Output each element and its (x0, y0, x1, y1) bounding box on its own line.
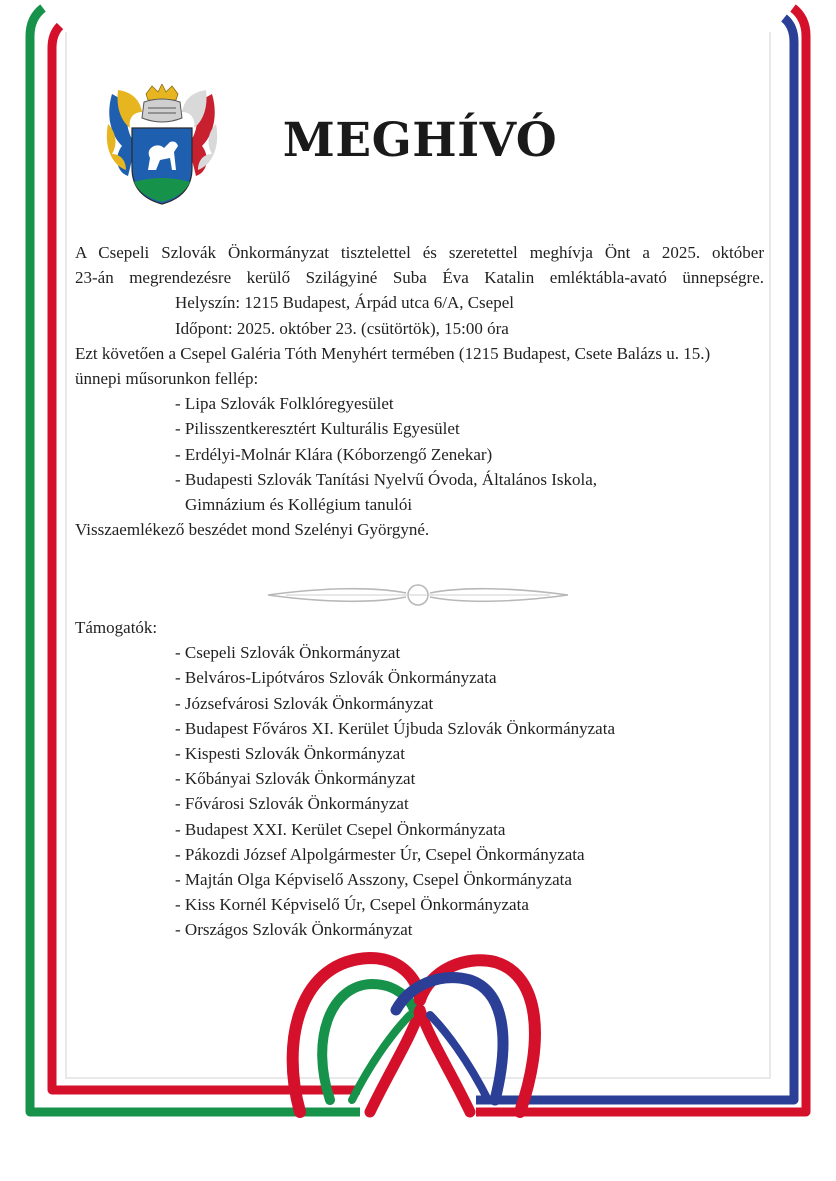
performers-list (75, 391, 764, 517)
list-item: Gimnázium és Kollégium tanulói (185, 495, 413, 515)
list-item: - Belváros-Lipótváros Szlovák Önkormányzata (175, 668, 497, 688)
list-item: - Országos Szlovák Önkormányzat (175, 920, 413, 940)
ornament-divider-icon (266, 581, 570, 609)
list-item: - Kőbányai Szlovák Önkormányzat (175, 769, 416, 789)
list-item: - Budapest XXI. Kerület Csepel Önkormányzata (175, 819, 506, 839)
speech-line: Visszaemlékező beszédet mond Szelényi Györgyné. (75, 520, 430, 540)
list-item: - Csepeli Szlovák Önkormányzat (175, 643, 401, 663)
list-item: - Erdélyi-Molnár Klára (Kóborzengő Zenekar) (175, 444, 493, 464)
list-item: - Majtán Olga Képviselő Asszony, Csepel Önkormányzata (175, 870, 572, 890)
list-item: - Kiss Kornél Képviselő Úr, Csepel Önkormányzata (175, 895, 529, 915)
time-line: Időpont: 2025. október 23. (csütörtök), 15:00 óra (175, 318, 509, 338)
intro-line: 23-án megrendezésre kerülő Szilágyiné Suba Éva Katalin emléktábla-avató ünnepségre. (75, 268, 764, 288)
invitation-body (75, 240, 764, 542)
list-item: - Budapesti Szlovák Tanítási Nyelvű Óvoda, Általános Iskola, (175, 469, 598, 489)
after-line: ünnepi műsorunkon fellép: (75, 369, 259, 389)
list-item: - Lipa Szlovák Folklóregyesület (175, 394, 394, 414)
supporters-list (75, 640, 764, 942)
location-line: Helyszín: 1215 Budapest, Árpád utca 6/A, Csepel (175, 293, 514, 313)
list-item: - Pilisszentkeresztért Kulturális Egyesület (175, 419, 460, 439)
list-item: - Pákozdi József Alpolgármester Úr, Csepel Önkormányzata (175, 844, 585, 864)
coat-of-arms-icon (104, 84, 220, 206)
intro-line: A Csepeli Szlovák Önkormányzat tisztelettel és szeretettel meghívja Önt a 2025. október (75, 243, 764, 262)
supporters-label: Támogatók: (75, 618, 158, 637)
list-item: - Józsefvárosi Szlovák Önkormányzat (175, 693, 434, 713)
list-item: - Kispesti Szlovák Önkormányzat (175, 744, 405, 764)
page-title: MEGHÍVÓ (282, 113, 558, 168)
after-line: Ezt követően a Csepel Galéria Tóth Menyhért termében (1215 Budapest, Csete Balázs u. 15.) (75, 343, 711, 363)
list-item: - Fővárosi Szlovák Önkormányzat (175, 794, 409, 814)
list-item: - Budapest Főváros XI. Kerület Újbuda Szlovák Önkormányzata (175, 718, 615, 738)
supporters-section (75, 615, 764, 943)
